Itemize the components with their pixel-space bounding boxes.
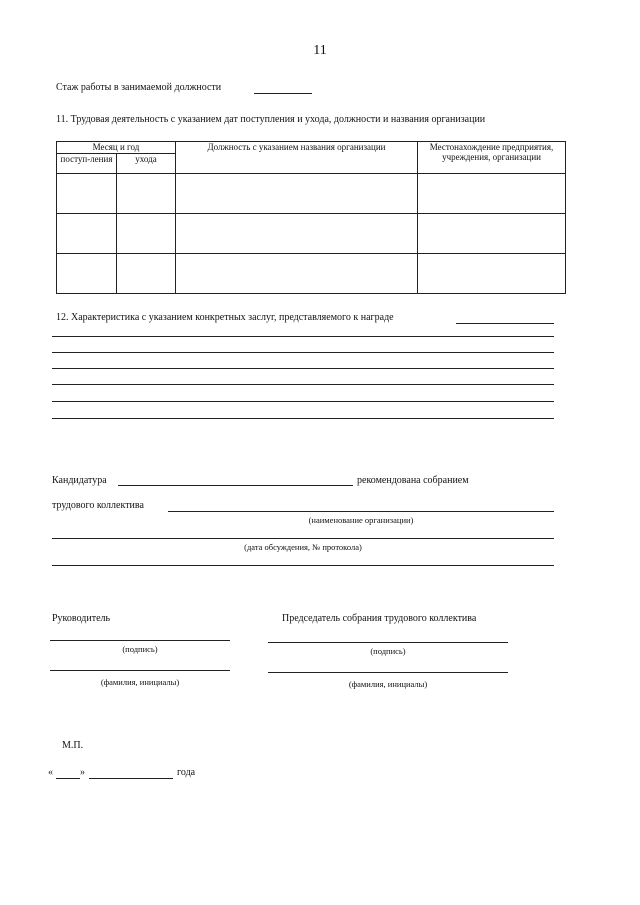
organization-field[interactable] [168,511,554,512]
table-row [57,214,566,254]
characteristic-line[interactable] [52,418,554,419]
characteristic-line[interactable] [52,401,554,402]
header-start: поступ-ления [57,154,117,174]
head-name-caption: (фамилия, инициалы) [100,677,180,687]
cell-end[interactable] [117,254,176,294]
date-protocol-field[interactable] [52,538,554,539]
extra-line[interactable] [52,565,554,566]
chair-signature-field[interactable] [268,642,508,643]
head-signature-field[interactable] [50,640,230,641]
cell-location[interactable] [418,174,566,214]
header-month-year: Месяц и год [57,142,176,154]
characteristic-line[interactable] [52,368,554,369]
characteristic-line[interactable] [456,323,554,324]
date-close-quote: » [80,767,85,778]
cell-start[interactable] [57,254,117,294]
cell-start[interactable] [57,214,117,254]
table-row [57,174,566,214]
characteristic-line[interactable] [52,384,554,385]
table-row [57,254,566,294]
candidacy-label: Кандидатура [52,475,107,486]
cell-location[interactable] [418,254,566,294]
month-field[interactable] [89,778,173,779]
header-position: Должность с указанием названия организации [176,142,418,174]
section-11-title: 11. Трудовая деятельность с указанием дат поступления и ухода, должности и названия организации [56,114,486,125]
chair-name-field[interactable] [268,672,508,673]
cell-position[interactable] [176,174,418,214]
year-word: года [177,767,196,778]
head-label: Руководитель [52,613,111,624]
date-open-quote: « [48,767,53,778]
stamp-label: М.П. [62,740,84,751]
cell-location[interactable] [418,214,566,254]
cell-position[interactable] [176,214,418,254]
section-12-title: 12. Характеристика с указанием конкретных заслуг, представляемого к награде [56,312,394,323]
experience-field[interactable] [254,93,312,94]
recommended-label: рекомендована собранием [357,475,469,486]
page-number: 11 [313,43,327,58]
candidate-name-field[interactable] [118,485,353,486]
head-signature-caption: (подпись) [122,644,158,654]
cell-end[interactable] [117,174,176,214]
cell-position[interactable] [176,254,418,294]
characteristic-line[interactable] [52,352,554,353]
collective-label: трудового коллектива [52,500,144,511]
day-field[interactable] [56,778,80,779]
organization-caption: (наименование организации) [308,515,414,525]
cell-end[interactable] [117,214,176,254]
date-protocol-caption: (дата обсуждения, № протокола) [244,542,362,552]
head-name-field[interactable] [50,670,230,671]
cell-start[interactable] [57,174,117,214]
chair-signature-caption: (подпись) [370,646,406,656]
characteristic-line[interactable] [52,336,554,337]
chair-label: Председатель собрания трудового коллектива [282,613,477,624]
experience-label: Стаж работы в занимаемой должности [56,82,222,93]
header-end: ухода [117,154,176,174]
header-location: Местонахождение предприятия, учреждения, организации [418,142,566,174]
employment-table [56,141,566,294]
chair-name-caption: (фамилия, инициалы) [348,679,428,689]
